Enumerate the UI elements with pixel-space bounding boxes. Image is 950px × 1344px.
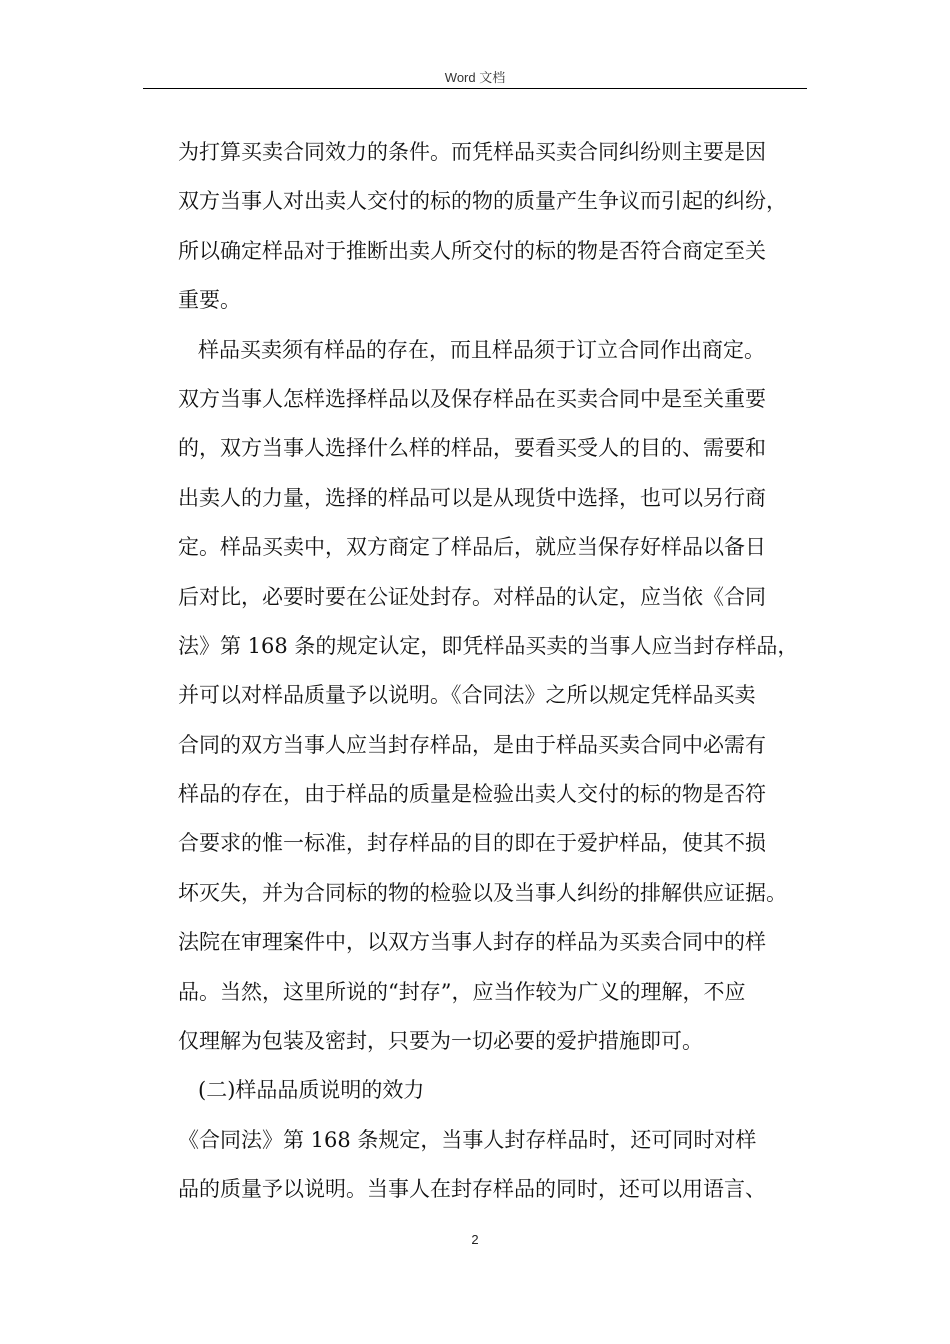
text-line: 定。样品买卖中，双方商定了样品后，就应当保存好样品以备日 bbox=[178, 535, 766, 560]
text-line: 出卖人的力量，选择的样品可以是从现货中选择，也可以另行商 bbox=[178, 485, 766, 510]
text-line: 的，双方当事人选择什么样的样品，要看买受人的目的、需要和 bbox=[178, 436, 766, 461]
text-line: 品的质量予以说明。当事人在封存样品的同时，还可以用语言、 bbox=[178, 1177, 766, 1202]
text-line: 双方当事人怎样选择样品以及保存样品在买卖合同中是至关重要 bbox=[178, 386, 766, 411]
text-line: 法院在审理案件中，以双方当事人封存的样品为买卖合同中的样 bbox=[178, 930, 766, 955]
text-line: 重要。 bbox=[178, 288, 241, 313]
text-line: 品。当然，这里所说的“封存”，应当作较为广义的理解，不应 bbox=[178, 979, 746, 1004]
text-line: 法》第 168 条的规定认定，即凭样品买卖的当事人应当封存样品， bbox=[178, 633, 799, 658]
text-line: 并可以对样品质量予以说明。《合同法》之所以规定凭样品买卖 bbox=[178, 683, 756, 708]
text-line: 为打算买卖合同效力的条件。而凭样品买卖合同纠纷则主要是因 bbox=[178, 140, 766, 164]
page-header: Word 文档 bbox=[444, 70, 506, 85]
page-number: 2 bbox=[471, 1232, 479, 1247]
text-line: 双方当事人对出卖人交付的标的物的质量产生争议而引起的纠纷， bbox=[178, 189, 787, 214]
text-line: 仅理解为包装及密封，只要为一切必要的爱护措施即可。 bbox=[178, 1029, 703, 1054]
text-line: 合要求的惟一标准，封存样品的目的即在于爱护样品，使其不损 bbox=[178, 831, 766, 856]
text-line: 样品的存在，由于样品的质量是检验出卖人交付的标的物是否符 bbox=[178, 782, 766, 807]
document-body bbox=[178, 128, 808, 1215]
header-divider bbox=[143, 88, 807, 89]
paragraph-start-line: 《合同法》第 168 条规定，当事人封存样品时，还可同时对样 bbox=[178, 1127, 757, 1152]
text-line: 合同的双方当事人应当封存样品，是由于样品买卖合同中必需有 bbox=[178, 732, 766, 757]
section-heading: (二)样品品质说明的效力 bbox=[198, 1078, 425, 1103]
text-line: 后对比，必要时要在公证处封存。对样品的认定，应当依《合同 bbox=[178, 584, 766, 609]
text-line: 坏灭失，并为合同标的物的检验以及当事人纠纷的排解供应证据。 bbox=[178, 880, 787, 905]
text-line: 所以确定样品对于推断出卖人所交付的标的物是否符合商定至关 bbox=[178, 238, 766, 263]
paragraph-start-line: 样品买卖须有样品的存在，而且样品须于订立合同作出商定。 bbox=[198, 337, 765, 362]
